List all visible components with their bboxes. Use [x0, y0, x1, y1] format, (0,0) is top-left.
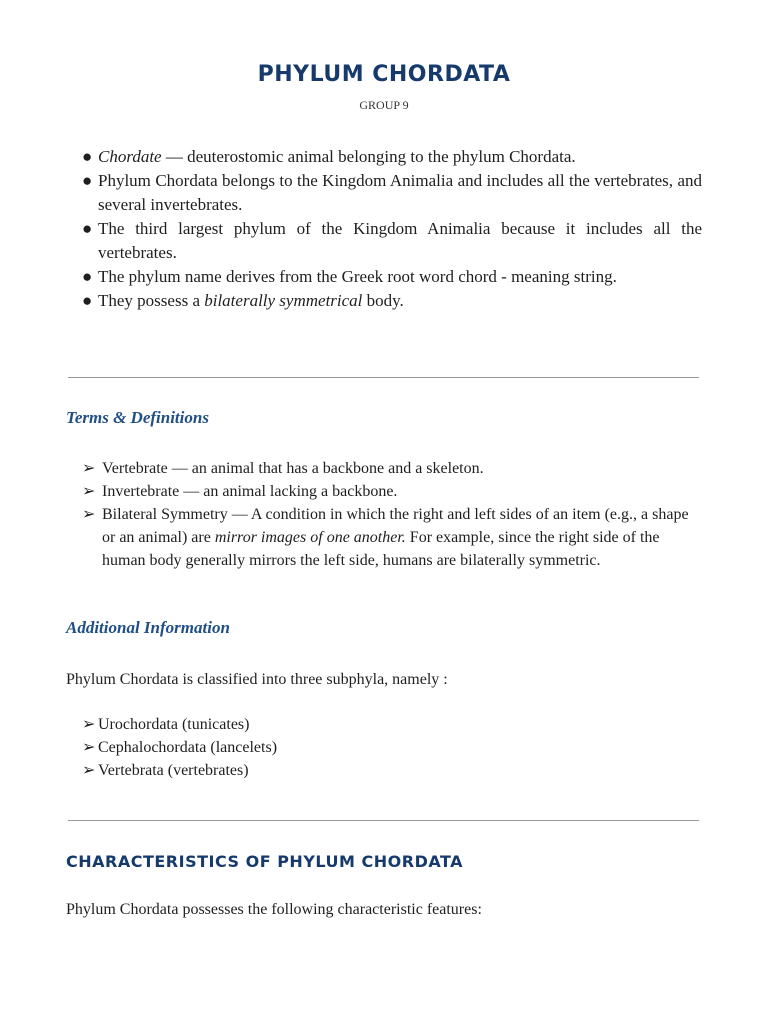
characteristics-heading: CHARACTERISTICS OF PHYLUM CHORDATA: [66, 852, 464, 871]
terms-list: [82, 457, 702, 572]
subphyla-intro: Phylum Chordata is classified into three subphyla, namely :: [66, 671, 448, 688]
characteristics-intro: Phylum Chordata possesses the following characteristic features:: [66, 901, 482, 918]
bullet-icon: ●: [82, 267, 93, 286]
intro-bullet-list: [82, 145, 702, 313]
list-item: ➢ Cephalochordata (lancelets): [82, 736, 482, 759]
list-item: ➢ Vertebrata (vertebrates): [82, 759, 482, 782]
arrow-bullet-icon: ➢: [82, 483, 96, 500]
additional-info-heading: Additional Information: [66, 618, 230, 637]
list-item: ➢ Bilateral Symmetry — A condition in which the right and left sides of an item (e.g., a shape or an animal) are mirror images of one another. For example, since the right side of the human body generally mirrors the left side, humans are bilaterally symmetric.: [82, 503, 702, 572]
page-title: PHYLUM CHORDATA: [257, 62, 511, 87]
page-subtitle: GROUP 9: [359, 98, 409, 112]
bullet-icon: ●: [82, 147, 93, 166]
subphyla-list: [82, 713, 482, 782]
arrow-bullet-icon: ➢: [82, 460, 96, 477]
list-item: ● They possess a bilaterally symmetrical body.: [82, 289, 702, 313]
terms-heading: Terms & Definitions: [66, 408, 209, 427]
list-item: ● Chordate — deuterostomic animal belonging to the phylum Chordata.: [82, 145, 702, 169]
arrow-bullet-icon: ➢: [82, 716, 96, 733]
list-item: ● The third largest phylum of the Kingdom Animalia because it includes all the vertebrates.: [82, 219, 702, 262]
list-item: ➢ Urochordata (tunicates): [82, 713, 482, 736]
list-item: ➢ Vertebrate — an animal that has a backbone and a skeleton.: [82, 457, 702, 480]
arrow-bullet-icon: ➢: [82, 762, 96, 779]
list-item: ● Phylum Chordata belongs to the Kingdom Animalia and includes all the vertebrates, and several invertebrates.: [82, 171, 702, 214]
bullet-icon: ●: [82, 291, 93, 310]
arrow-bullet-icon: ➢: [82, 739, 96, 756]
divider: [68, 377, 699, 378]
bullet-icon: ●: [82, 171, 93, 190]
list-item: ➢ Invertebrate — an animal lacking a backbone.: [82, 480, 702, 503]
list-item: ● The phylum name derives from the Greek root word chord - meaning string.: [82, 265, 702, 289]
divider: [68, 820, 699, 821]
bullet-icon: ●: [82, 219, 93, 238]
arrow-bullet-icon: ➢: [82, 506, 96, 523]
